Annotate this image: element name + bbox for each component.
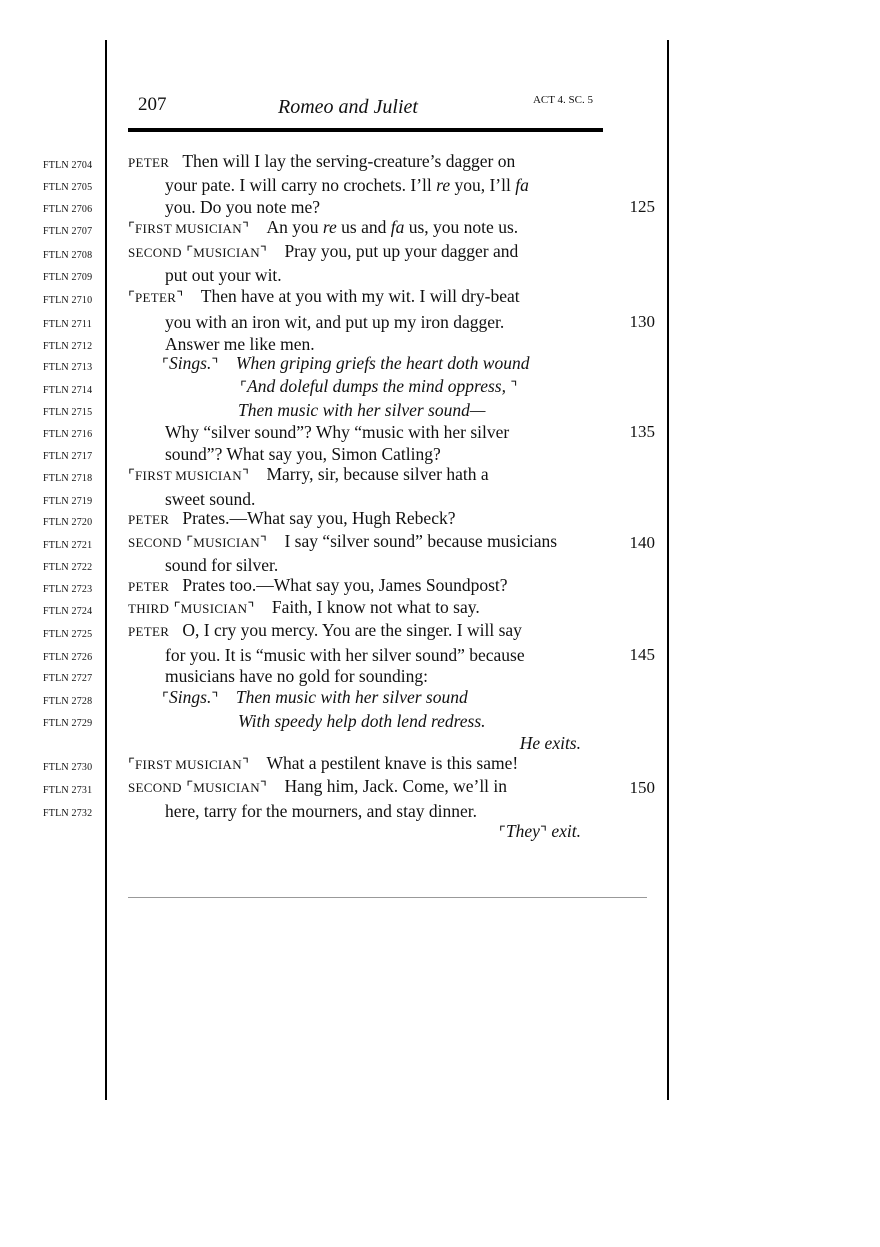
text-line: [0, 354, 880, 376]
line-number: 135: [629, 422, 655, 441]
line-number: 125: [629, 197, 655, 216]
ftln-number: FTLN 2731: [43, 785, 93, 796]
verse-text: us, you note us.: [404, 217, 519, 237]
verse-text: With speedy help doth lend redress.: [238, 711, 486, 731]
ftln-number: FTLN 2730: [43, 762, 93, 773]
act-scene-label: ACT 4. SC. 5: [532, 94, 593, 106]
ftln-number: FTLN 2704: [43, 160, 93, 171]
text-line: [0, 598, 880, 620]
verse-text: us and: [336, 217, 391, 237]
speech: [128, 596, 480, 620]
speech: [128, 507, 455, 531]
ftln-number: FTLN 2727: [43, 673, 93, 684]
song-line: [240, 375, 517, 399]
open-bracket: ⌜: [186, 245, 194, 261]
open-bracket: ⌜: [240, 380, 248, 396]
ftln-number: FTLN 2714: [43, 385, 93, 396]
speaker-name: MUSICIAN: [193, 245, 260, 260]
ftln-number: FTLN 2720: [43, 517, 93, 528]
speech: [128, 574, 508, 598]
ftln-number: FTLN 2726: [43, 652, 93, 663]
ftln-number: FTLN 2718: [43, 473, 93, 484]
page-number: 207: [138, 94, 167, 115]
speech: [165, 174, 529, 196]
ftln-number: FTLN 2725: [43, 629, 93, 640]
line-number: 140: [629, 533, 655, 552]
speaker-name: MUSICIAN: [193, 780, 260, 795]
stage-direction-line: [0, 732, 880, 754]
ftln-number: FTLN 2724: [43, 606, 93, 617]
text-line: [0, 399, 880, 421]
stage-direction-line: [0, 822, 880, 844]
verse-text: Faith, I know not what to say.: [271, 597, 480, 617]
ftln-number: FTLN 2711: [43, 319, 92, 330]
close-bracket: ⌝: [241, 757, 249, 773]
open-bracket: ⌜: [128, 290, 136, 306]
ftln-number: FTLN 2708: [43, 250, 93, 261]
ftln-number: FTLN 2716: [43, 429, 93, 440]
text-line: [0, 710, 880, 732]
speaker-name: FIRST MUSICIAN: [135, 221, 242, 236]
verse-text: musicians have no gold for sounding:: [165, 666, 428, 686]
ftln-number: FTLN 2723: [43, 584, 93, 595]
speaker-name: FIRST MUSICIAN: [135, 468, 242, 483]
header-rule: [128, 128, 603, 132]
open-bracket: ⌜: [186, 780, 194, 796]
speech: [128, 619, 522, 643]
text-line: [0, 644, 880, 666]
speech: [128, 463, 489, 487]
play-title: Romeo and Juliet: [278, 96, 418, 118]
close-bracket: ⌝: [259, 780, 267, 796]
ftln-number: FTLN 2722: [43, 562, 93, 573]
verse-text: sound”? What say you, Simon Catling?: [165, 444, 441, 464]
close-bracket: ⌝: [539, 825, 547, 841]
open-bracket: ⌜: [498, 825, 506, 841]
speech: [128, 752, 518, 776]
verse-text: sound for silver.: [165, 555, 279, 575]
text-line: [0, 443, 880, 465]
speech: [128, 285, 520, 309]
text-line: [0, 152, 880, 174]
ftln-number: FTLN 2706: [43, 204, 93, 215]
verse-text: What a pestilent knave is this same!: [266, 753, 519, 773]
stage-direction-word: exit.: [546, 821, 581, 841]
ftln-number: FTLN 2732: [43, 808, 93, 819]
verse-text: you with an iron wit, and put up my iron dagger.: [165, 312, 505, 332]
close-bracket: ⌝: [247, 601, 255, 617]
text-line: [0, 242, 880, 264]
speaker-name: FIRST MUSICIAN: [135, 757, 242, 772]
verse-text: you, I’ll: [450, 175, 516, 195]
ftln-number: FTLN 2729: [43, 718, 93, 729]
ftln-number: FTLN 2728: [43, 696, 93, 707]
ftln-number: FTLN 2709: [43, 272, 93, 283]
text-line: [0, 688, 880, 710]
speech: [128, 775, 507, 799]
text-line: [0, 754, 880, 776]
close-bracket: ⌝: [259, 535, 267, 551]
stage-direction: He exits.: [519, 733, 581, 753]
verse-text: sweet sound.: [165, 489, 256, 509]
verse-text: Pray you, put up your dagger and: [284, 241, 519, 261]
speech: [128, 240, 518, 264]
speaker-name: MUSICIAN: [193, 535, 260, 550]
verse-text: Then have at you with my wit. I will dry-beat: [200, 286, 520, 306]
speaker-name: SECOND: [128, 245, 182, 260]
close-bracket: ⌝: [510, 380, 518, 396]
verse-text: Answer me like men.: [165, 334, 315, 354]
ftln-number: FTLN 2705: [43, 182, 93, 193]
open-bracket: ⌜: [162, 691, 170, 707]
close-bracket: ⌝: [241, 468, 249, 484]
ftln-number: FTLN 2712: [43, 341, 93, 352]
footer-rule: [128, 897, 647, 898]
close-bracket: ⌝: [211, 691, 219, 707]
verse-text: Hang him, Jack. Come, we’ll in: [284, 776, 508, 796]
open-bracket: ⌜: [173, 601, 181, 617]
verse-text: O, I cry you mercy. You are the singer. I will say: [182, 620, 522, 640]
verse-text: Then will I lay the serving-creature’s dagger on: [182, 151, 516, 171]
open-bracket: ⌜: [128, 757, 136, 773]
verse-text: put out your wit.: [165, 265, 282, 285]
ftln-number: FTLN 2715: [43, 407, 93, 418]
stage-direction-word: They: [505, 821, 540, 841]
line-number: 145: [629, 645, 655, 664]
verse-text: here, tarry for the mourners, and stay dinner.: [165, 801, 477, 821]
speaker-name: PETER: [128, 155, 170, 170]
speaker-name: SECOND: [128, 535, 182, 550]
speaker-name: THIRD: [128, 601, 170, 616]
speaker-name: MUSICIAN: [180, 601, 248, 616]
ftln-number: FTLN 2717: [43, 451, 93, 462]
stage-direction: Sings.: [169, 353, 212, 373]
line-number: 150: [629, 778, 655, 797]
verse-text: your pate. I will carry no crochets. I’ll: [165, 175, 437, 195]
line-number: 130: [629, 312, 655, 331]
speaker-name: SECOND: [128, 780, 182, 795]
song-line: [162, 352, 529, 376]
speaker-name: PETER: [128, 624, 170, 639]
verse-text: for you. It is “music with her silver sound” because: [165, 645, 525, 665]
verse-text: Then music with her silver sound: [235, 687, 468, 707]
ftln-number: FTLN 2713: [43, 362, 93, 373]
italic-word: fa: [515, 175, 529, 195]
page-header: [128, 94, 603, 124]
open-bracket: ⌜: [162, 357, 170, 373]
open-bracket: ⌜: [128, 468, 136, 484]
italic-word: re: [322, 217, 337, 237]
close-bracket: ⌝: [211, 357, 219, 373]
verse-text: When griping griefs the heart doth wound: [235, 353, 530, 373]
verse-text: Prates too.—What say you, James Soundpost?: [182, 575, 508, 595]
open-bracket: ⌜: [128, 221, 136, 237]
text-line: [0, 287, 880, 309]
open-bracket: ⌜: [186, 535, 194, 551]
text-line: [0, 311, 880, 333]
text-line: [0, 665, 880, 687]
text-line: [0, 174, 880, 196]
verse-text: Marry, sir, because silver hath a: [266, 464, 489, 484]
text-line: [0, 196, 880, 218]
text-line: [0, 421, 880, 443]
text-line: [0, 576, 880, 598]
verse-text: Why “silver sound”? Why “music with her silver: [165, 422, 510, 442]
close-bracket: ⌝: [259, 245, 267, 261]
speech: [128, 216, 518, 240]
close-bracket: ⌝: [241, 221, 249, 237]
song-line: [162, 686, 468, 710]
text-line: [0, 264, 880, 286]
italic-word: re: [436, 175, 451, 195]
speaker-name: PETER: [135, 290, 177, 305]
speaker-name: PETER: [128, 579, 170, 594]
italic-word: fa: [390, 217, 405, 237]
text-line: [0, 777, 880, 799]
text-line: [0, 465, 880, 487]
ftln-number: FTLN 2707: [43, 226, 93, 237]
verse-text: Then music with her silver sound—: [238, 400, 486, 420]
speech: [128, 530, 557, 554]
text-line: [0, 800, 880, 822]
text-line: [0, 554, 880, 576]
verse-text: I say “silver sound” because musicians: [284, 531, 558, 551]
stage-direction: [499, 820, 581, 844]
ftln-number: FTLN 2721: [43, 540, 93, 551]
verse-text: An you: [266, 217, 323, 237]
verse-text: you. Do you note me?: [165, 197, 321, 217]
speech: [128, 150, 515, 174]
ftln-number: FTLN 2710: [43, 295, 93, 306]
close-bracket: ⌝: [176, 290, 184, 306]
text-line: [0, 532, 880, 554]
verse-text: Prates.—What say you, Hugh Rebeck?: [182, 508, 456, 528]
verse-text: And doleful dumps the mind oppress,: [247, 376, 506, 396]
ftln-number: FTLN 2719: [43, 496, 93, 507]
text-line: [0, 509, 880, 531]
stage-direction: Sings.: [169, 687, 212, 707]
text-line: [0, 621, 880, 643]
text-line: [0, 377, 880, 399]
speaker-name: PETER: [128, 512, 170, 527]
text-line: [0, 218, 880, 240]
